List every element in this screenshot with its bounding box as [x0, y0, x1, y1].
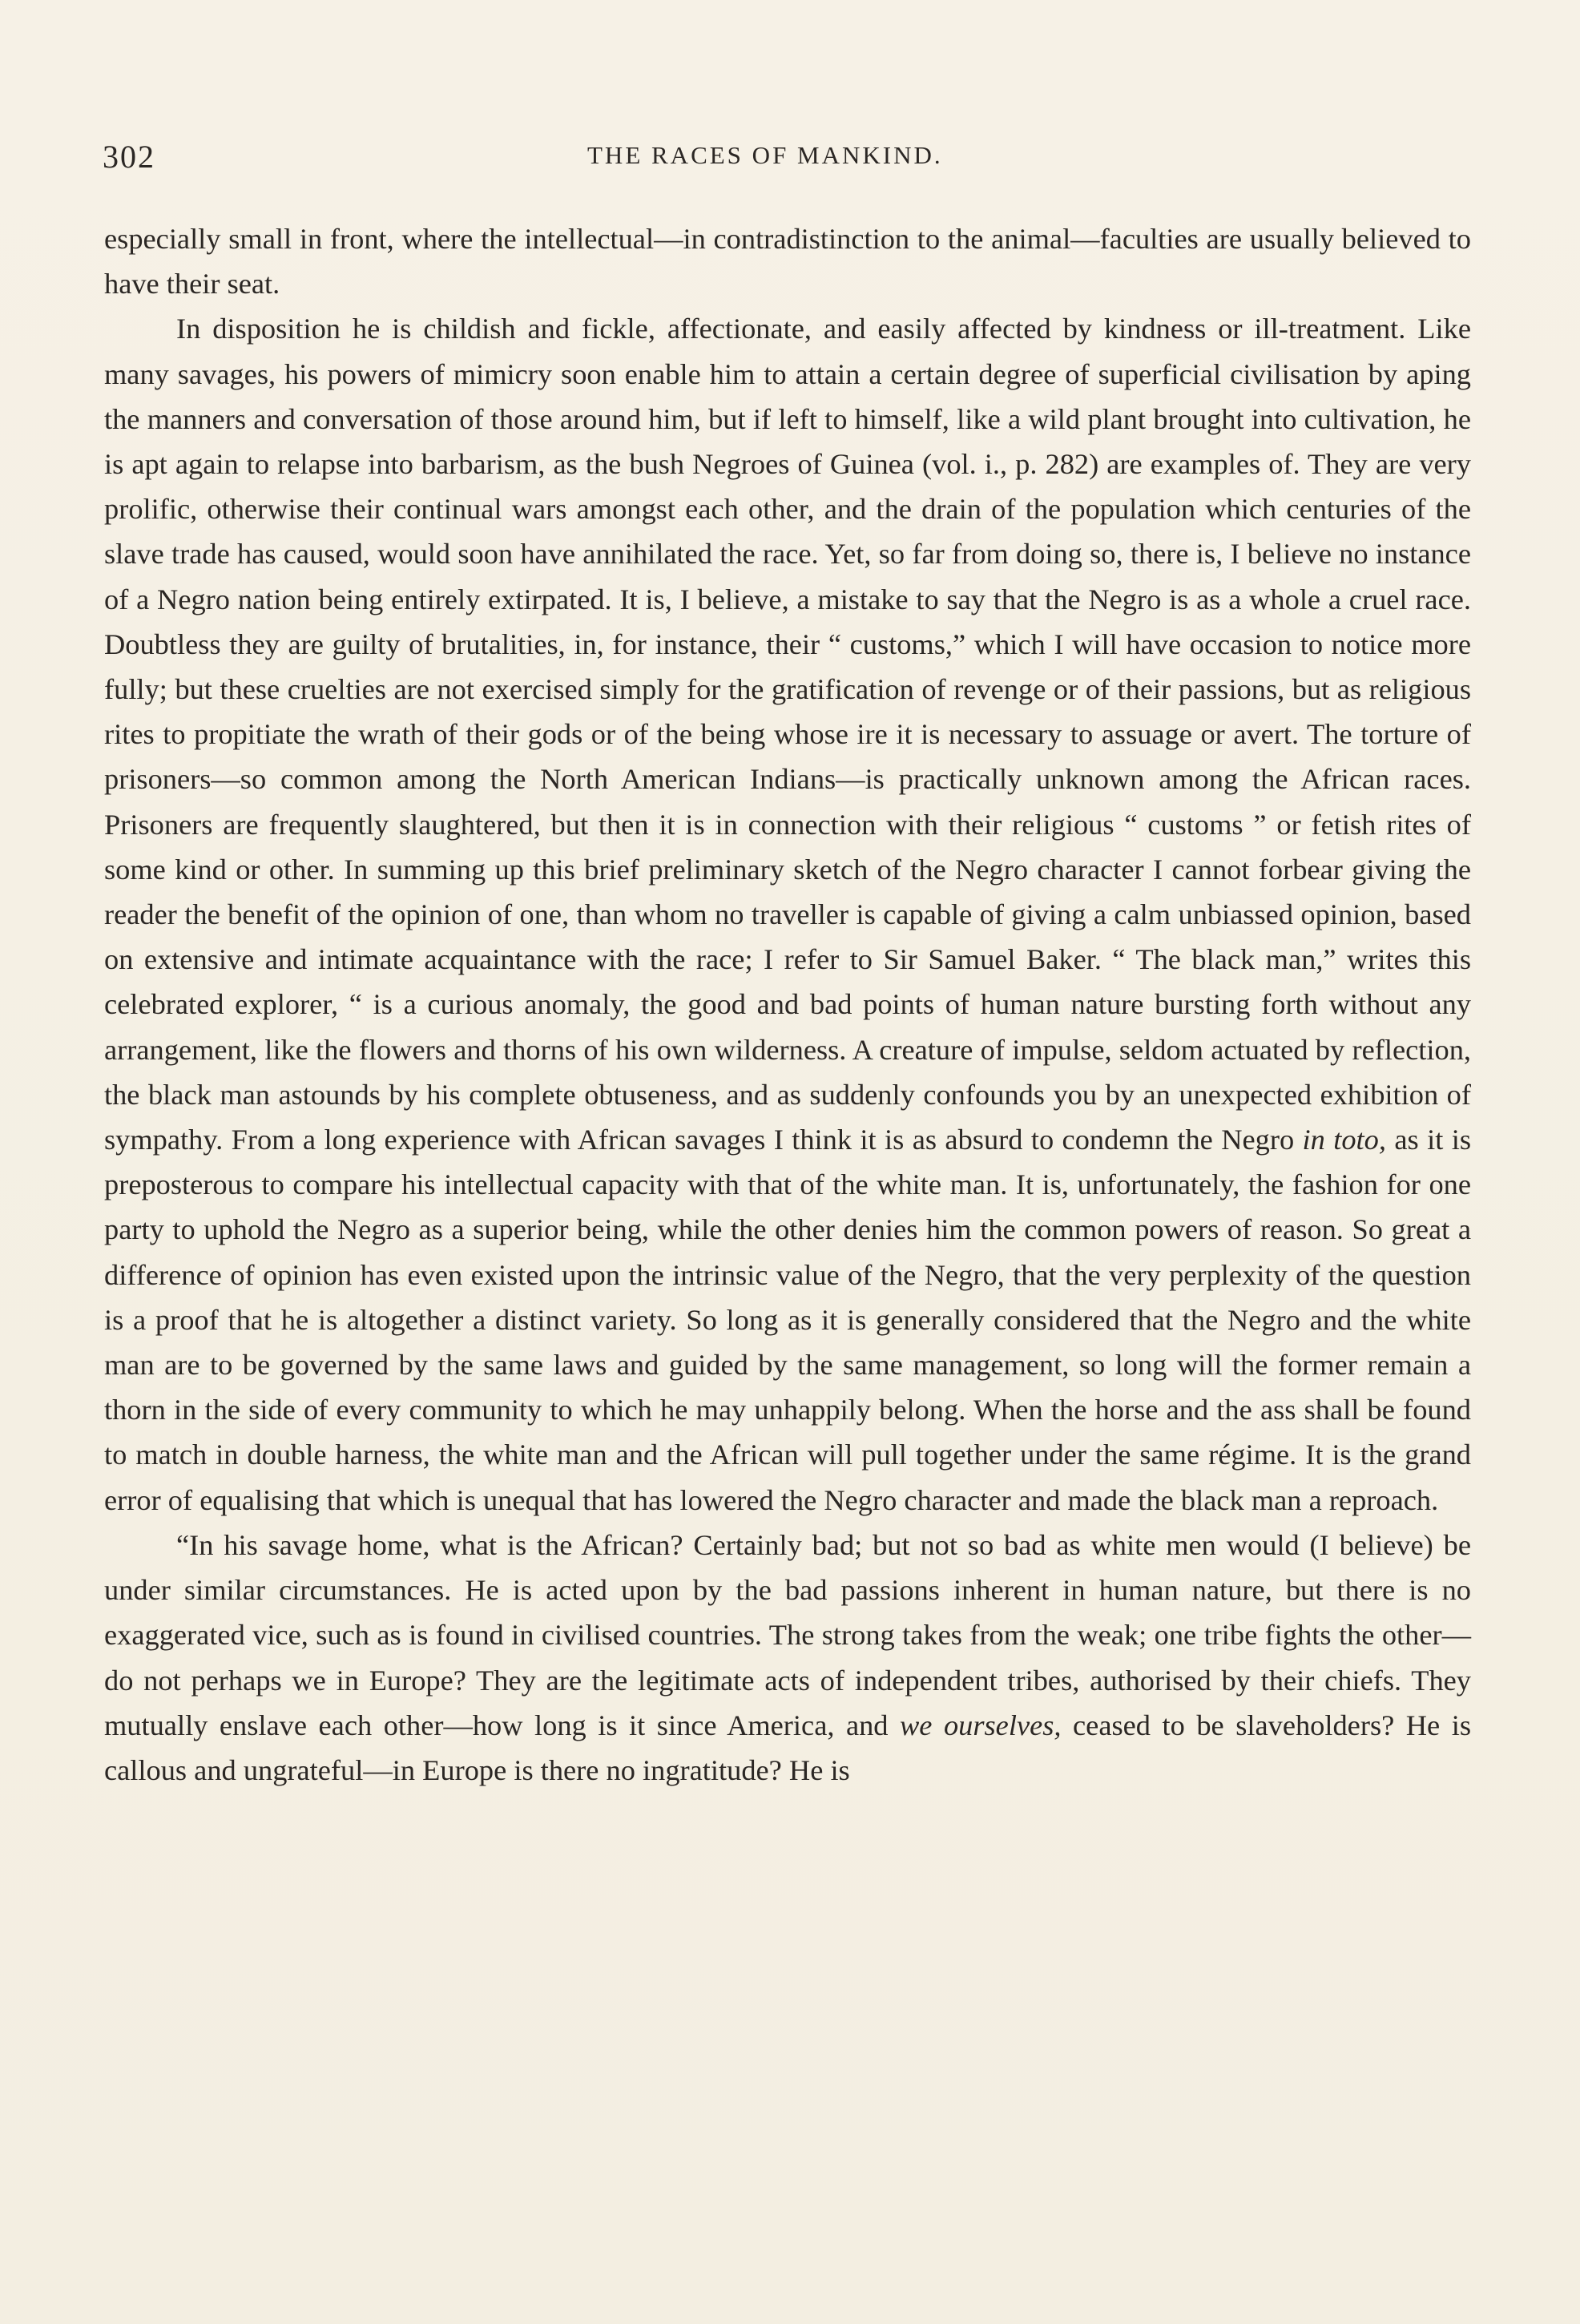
paragraph-2: [104, 306, 1471, 1522]
body-text: [104, 216, 1471, 1793]
paragraph-3-text-a: “In his savage home, what is the African? Certainly bad; but not so bad as white men would (I believe) be under similar circumstances. He is acted upon by the bad passions inherent in human nature, but there is no exaggerated vice, such as is found in civilised countries. The strong takes from the weak; one tribe fights the other—do not perhaps we in Europe? They are the legitimate acts of independent tribes, authorised by their chiefs. They mutually enslave each other—how long is it since America, and: [104, 1528, 1471, 1741]
running-title: THE RACES OF MANKIND.: [587, 141, 943, 169]
paragraph-3-text-b: ceased to be slaveholders? He is callous and ungrateful—in Europe is there no ingratitude? He is: [104, 1709, 1471, 1786]
paragraph-2-text-b: as it is preposterous to compare his intellectual capacity with that of the white man. It is, unfortunately, the fashion for one party to uphold the Negro as a superior being, while the other denies him the common powers of reason. So great a difference of opinion has even existed upon the intrinsic value of the Negro, that the very perplexity of the question is a proof that he is altogether a distinct variety. So long as it is generally considered that the Negro and the white man are to be governed by the same laws and guided by the same management, so long will the former remain a thorn in the side of every community to which he may unhappily belong. When the horse and the ass shall be found to match in double harness, the white man and the African will pull together under the same régime. It is the grand error of equalising that which is unequal that has lowered the Negro character and made the black man a reproach.: [104, 1124, 1471, 1516]
paragraph-3-italic: we ourselves,: [900, 1709, 1062, 1741]
running-head: [103, 138, 1465, 186]
paragraph-2-italic: in toto,: [1302, 1124, 1386, 1156]
page-number: 302: [103, 139, 155, 175]
paragraph-3: [104, 1523, 1471, 1793]
paragraph-2-text-a: In disposition he is childish and fickle, affectionate, and easily affected by kindness or ill-treatment. Like many savages, his powers of mimicry soon enable him to attain a certain degree of superficial civilisation by aping the manners and conversation of those around him, but if left to himself, like a wild plant brought into cultivation, he is apt again to relapse into barbarism, as the bush Negroes of Guinea (vol. i., p. 282) are examples of. They are very prolific, otherwise their continual wars amongst each other, and the drain of the population which centuries of the slave trade has caused, would soon have annihilated the race. Yet, so far from doing so, there is, I believe no instance of a Negro nation being entirely extirpated. It is, I believe, a mistake to say that the Negro is as a whole a cruel race. Doubtless they are guilty of brutalities, in, for instance, their “ customs,” which I will have occasion to notice more fully; but these cruelties are not exercised simply for the gratification of revenge or of their passions, but as religious rites to propitiate the wrath of their gods or of the being whose ire it is necessary to assuage or avert. The torture of prisoners—so common among the North American Indians—is practically unknown among the African races. Prisoners are frequently slaughtered, but then it is in connection with their religious “ customs ” or fetish rites of some kind or other. In summing up this brief preliminary sketch of the Negro character I cannot forbear giving the reader the benefit of the opinion of one, than whom no traveller is capable of giving a calm unbiassed opinion, based on extensive and intimate acquaintance with the race; I refer to Sir Samuel Baker. “ The black man,” writes this celebrated explorer, “ is a curious anomaly, the good and bad points of human nature bursting forth without any arrangement, like the flowers and thorns of his own wilderness. A creature of impulse, seldom actuated by reflection, the black man astounds by his complete obtuseness, and as suddenly confounds you by an unexpected exhibition of sympathy. From a long experience with African savages I think it is as absurd to condemn the Negro: [104, 313, 1471, 1156]
paragraph-1: especially small in front, where the intellectual—in contradistinction to the animal—faculties are usually believed to have their seat.: [104, 223, 1471, 301]
